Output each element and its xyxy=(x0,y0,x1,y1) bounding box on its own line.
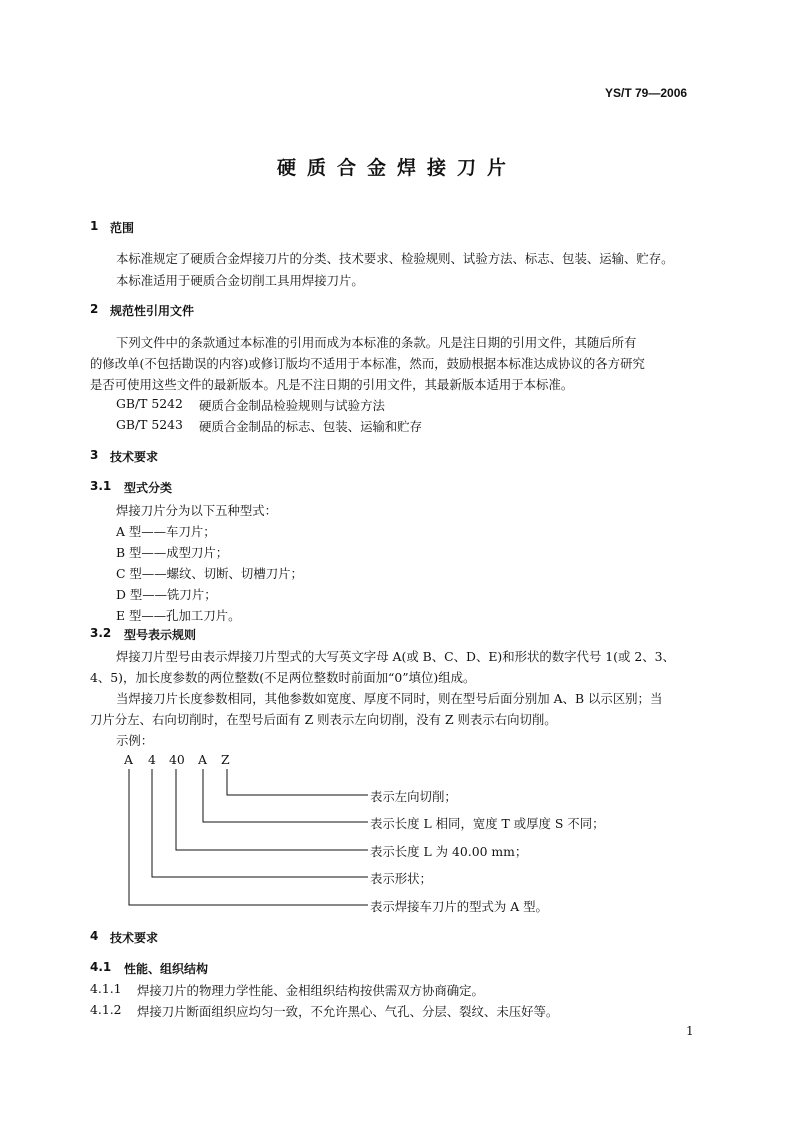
subsection-number: 3.2 xyxy=(90,626,112,640)
paragraph: 是否可使用这些文件的最新版本。凡是不注日期的引用文件，其最新版本适用于本标准。 xyxy=(90,377,574,392)
clause-number: 4.1.2 xyxy=(90,1002,122,1017)
paragraph: 本标准适用于硬质合金切削工具用焊接刀片。 xyxy=(116,273,364,288)
reference-name: 硬质合金制品检验规则与试验方法 xyxy=(199,398,385,413)
section-title: 技术要求 xyxy=(110,450,159,464)
section-heading xyxy=(90,929,159,945)
paragraph: 下列文件中的条款通过本标准的引用而成为本标准的条款。凡是注日期的引用文件，其随后所有 xyxy=(116,335,637,350)
list-item: D 型——铣刀片； xyxy=(116,587,217,602)
code-left-cut: Z xyxy=(221,752,230,767)
connector-line xyxy=(227,769,368,795)
list-item: E 型——孔加工刀片。 xyxy=(116,608,241,623)
section-number: 4 xyxy=(90,929,99,943)
subsection-title: 型号表示规则 xyxy=(124,628,197,642)
connector-line xyxy=(129,769,368,905)
paragraph: 当焊接刀片长度参数相同，其他参数如宽度、厚度不同时，则在型号后面分别加 A、B 以示区别；当 xyxy=(116,691,663,706)
page-number: 1 xyxy=(686,1024,694,1038)
paragraph: 本标准规定了硬质合金焊接刀片的分类、技术要求、检验规则、试验方法、标志、包装、运输、贮存。 xyxy=(116,251,674,266)
example-note: 表示长度 L 相同，宽度 T 或厚度 S 不同； xyxy=(370,816,605,831)
subsection-heading xyxy=(90,960,209,976)
subsection-number: 3.1 xyxy=(90,479,112,493)
section-number: 1 xyxy=(90,219,99,233)
list-item: A 型——车刀片； xyxy=(116,524,216,539)
connector-line xyxy=(176,769,368,850)
section-number: 3 xyxy=(90,448,99,462)
code-shape-digit: 4 xyxy=(148,752,156,767)
page-title: 硬质合金焊接刀片 xyxy=(276,157,517,179)
subsection-number: 4.1 xyxy=(90,960,112,974)
clause xyxy=(90,981,484,998)
list-item: C 型——螺纹、切断、切槽刀片； xyxy=(116,566,303,581)
section-number: 2 xyxy=(90,302,99,316)
clause-number: 4.1.1 xyxy=(90,981,122,996)
reference-code: GB/T 5243 xyxy=(116,417,183,432)
section-title: 技术要求 xyxy=(110,931,159,945)
paragraph: 4、5)，加长度参数的两位整数(不足两位整数时前面加“0”填位)组成。 xyxy=(90,670,476,685)
example-note: 表示形状； xyxy=(370,871,432,886)
list-item: B 型——成型刀片； xyxy=(116,545,229,560)
connector-line xyxy=(152,769,368,877)
example-note: 表示左向切削； xyxy=(370,789,457,804)
paragraph: 刀片分左、右向切削时，在型号后面有 Z 则表示左向切削，没有 Z 则表示右向切削。 xyxy=(90,712,557,727)
subsection-title: 型式分类 xyxy=(124,481,173,495)
clause-text: 焊接刀片断面组织应均匀一致，不允许黑心、气孔、分层、裂纹、未压好等。 xyxy=(137,1004,559,1019)
example-label: 示例： xyxy=(116,733,154,748)
code-letter-type: A xyxy=(124,752,133,767)
section-title: 范围 xyxy=(110,221,135,235)
paragraph: 焊接刀片分为以下五种型式： xyxy=(116,503,278,518)
paragraph: 焊接刀片型号由表示焊接刀片型式的大写英文字母 A(或 B、C、D、E)和形状的数字代号 1(或 2、3、 xyxy=(116,649,675,664)
example-note: 表示焊接车刀片的型式为 A 型。 xyxy=(370,899,548,914)
reference-code: GB/T 5242 xyxy=(116,396,183,411)
standard-number: YS/T 79—2006 xyxy=(605,86,688,100)
example-note: 表示长度 L 为 40.00 mm； xyxy=(370,844,528,859)
clause xyxy=(90,1002,559,1019)
code-variant: A xyxy=(198,752,207,767)
clause-text: 焊接刀片的物理力学性能、金相组织结构按供需双方协商确定。 xyxy=(137,983,484,998)
section-title: 规范性引用文件 xyxy=(110,304,195,318)
paragraph: 的修改单(不包括勘误的内容)或修订版均不适用于本标准，然而，鼓励根据本标准达成协议的各方研究 xyxy=(90,356,645,371)
subsection-title: 性能、组织结构 xyxy=(124,962,209,976)
reference-name: 硬质合金制品的标志、包装、运输和贮存 xyxy=(199,419,423,434)
code-length: 40 xyxy=(169,752,185,767)
